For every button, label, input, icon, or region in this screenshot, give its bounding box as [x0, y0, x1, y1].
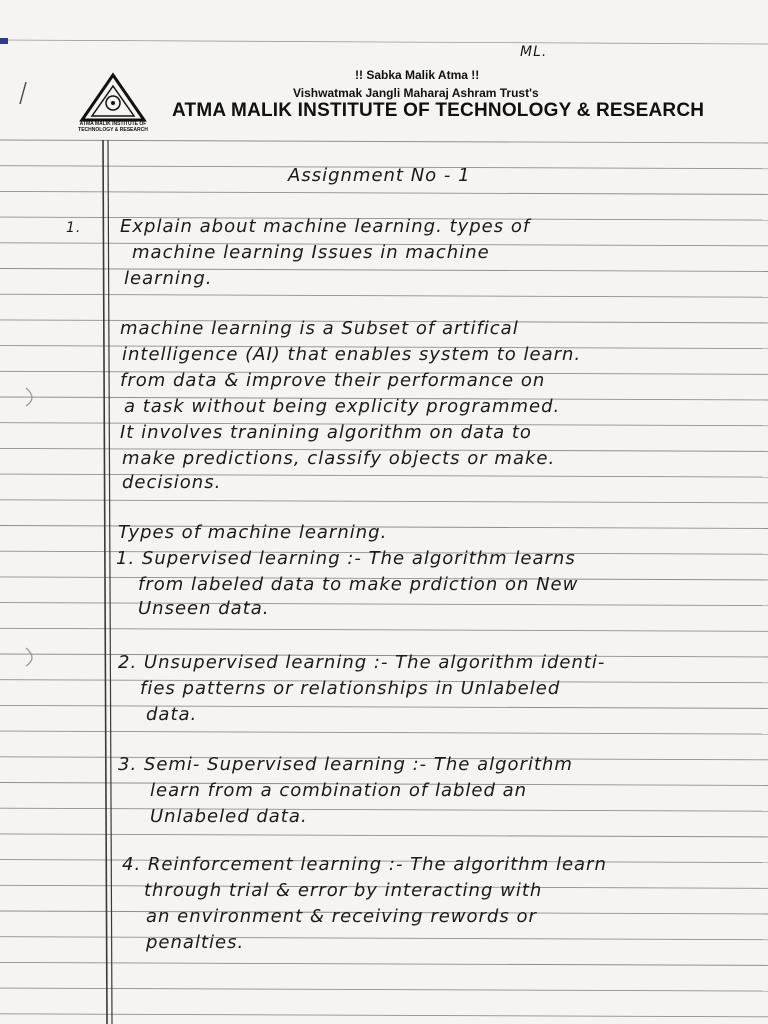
initials: ML.	[520, 44, 548, 60]
type-2-line: 2. Unsupervised learning :- The algorithm identi-	[118, 652, 606, 673]
definition-line: machine learning is a Subset of artifical	[120, 318, 519, 339]
logo-caption	[74, 121, 152, 133]
question-line: machine learning Issues in machine	[132, 242, 490, 263]
hole-punch-mark	[26, 648, 32, 666]
definition-line: a task without being explicity programmed.	[124, 396, 561, 417]
ruled-line	[0, 294, 768, 297]
margin-line	[103, 140, 107, 1024]
margin-line-2	[108, 140, 112, 1024]
ruled-line	[0, 808, 768, 811]
definition-line: intelligence (AI) that enables system to learn.	[122, 344, 582, 365]
assignment-title: Assignment No - 1	[288, 165, 471, 186]
type-2-line: fies patterns or relationships in Unlabeled	[140, 678, 561, 699]
type-1-line: Unseen data.	[138, 598, 270, 619]
ruled-line	[0, 1014, 768, 1017]
ruled-line	[0, 962, 768, 965]
logo-caption-line: ATMA MALIK INSTITUTE OF	[79, 121, 147, 127]
type-3-line: learn from a combination of labled an	[150, 780, 528, 801]
question-line: learning.	[124, 268, 213, 289]
type-3-line: 3. Semi- Supervised learning :- The algorithm	[118, 754, 573, 775]
type-4-line: through trial & error by interacting with	[144, 880, 543, 901]
ruled-line	[0, 937, 768, 940]
institute-title: ATMA MALIK INSTITUTE OF TECHNOLOGY & RESEARCH	[172, 100, 705, 121]
question-line: Explain about machine learning. types of	[120, 216, 531, 237]
question-number: 1.	[66, 220, 82, 236]
type-4-line: 4. Reinforcement learning :- The algorithm learn	[122, 854, 607, 875]
corner-mark	[0, 38, 8, 44]
definition-line: from data & improve their performance on	[120, 370, 546, 391]
type-1-line: from labeled data to make prdiction on New	[138, 574, 579, 595]
left-edge-line	[0, 40, 768, 44]
definition-line: decisions.	[122, 472, 222, 493]
ruled-line	[0, 731, 768, 734]
ruled-line	[0, 140, 768, 143]
types-heading: Types of machine learning.	[118, 522, 388, 543]
header-trust: Vishwatmak Jangli Maharaj Ashram Trust's	[293, 86, 539, 100]
type-3-line: Unlabeled data.	[150, 806, 308, 827]
ruled-line	[0, 269, 768, 272]
type-4-line: an environment & receiving rewords or	[146, 906, 537, 927]
ruled-line	[0, 988, 768, 991]
ruled-line	[0, 628, 768, 631]
institute-logo	[78, 72, 148, 124]
definition-line: It involves tranining algorithm on data to	[120, 422, 532, 443]
ruled-line	[0, 500, 768, 503]
logo-caption-line: TECHNOLOGY & RESEARCH	[78, 127, 148, 133]
ruled-line	[0, 834, 768, 837]
ruled-line	[0, 474, 768, 477]
ruled-line	[0, 603, 768, 606]
type-2-line: data.	[146, 704, 198, 725]
header-motto: !! Sabka Malik Atma !!	[355, 68, 480, 82]
pencil-mark	[20, 82, 26, 104]
definition-line: make predictions, classify objects or make.	[122, 448, 556, 469]
ruled-line	[0, 705, 768, 708]
type-4-line: penalties.	[146, 932, 245, 953]
ruled-line	[0, 191, 768, 194]
type-1-line: 1. Supervised learning :- The algorithm learns	[116, 548, 576, 569]
